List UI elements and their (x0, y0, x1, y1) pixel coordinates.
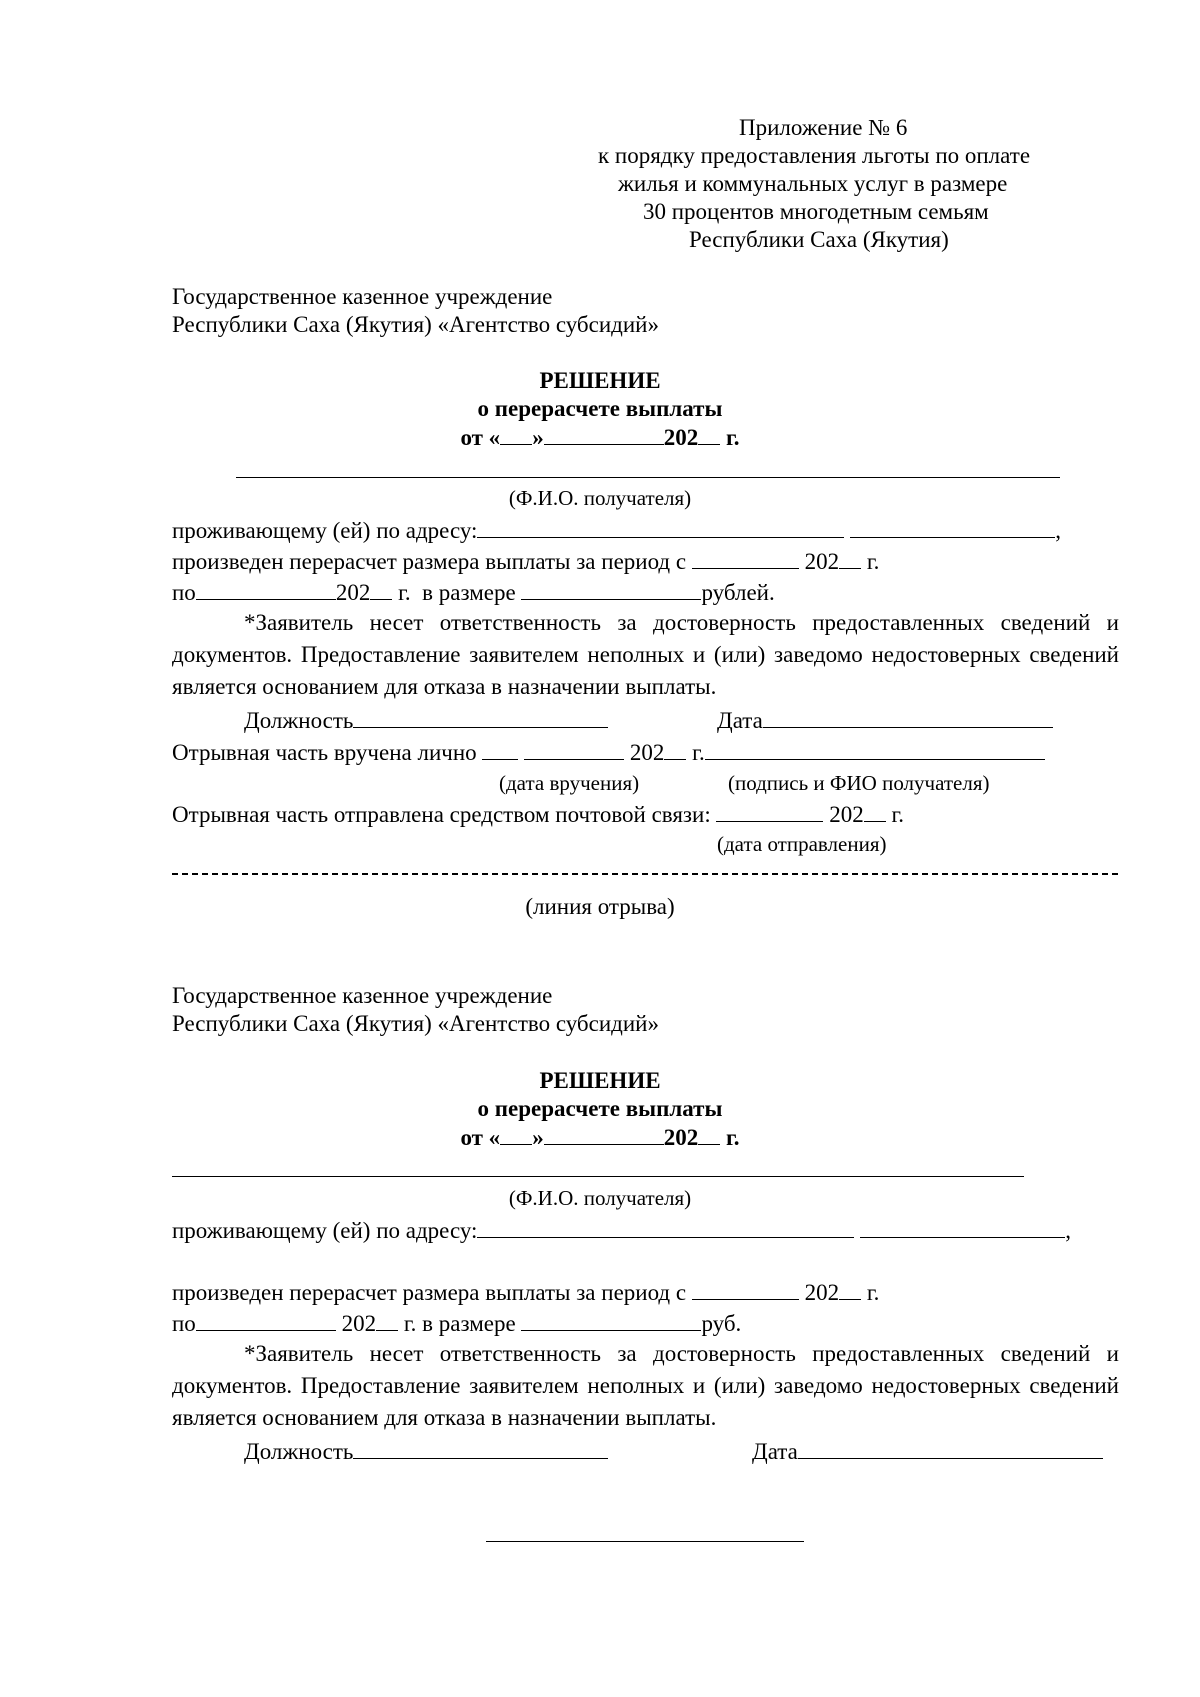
handed-day-blank[interactable] (482, 738, 518, 760)
period-from-blank[interactable] (692, 547, 799, 569)
mailed-date-blank[interactable] (716, 800, 823, 822)
decision-subtitle: о перерасчете выплаты (477, 396, 723, 421)
handed-year-blank[interactable] (664, 738, 686, 760)
period-to-blank-copy[interactable] (196, 1309, 336, 1331)
annex-line-1: к порядку предоставления льготы по оплате (598, 143, 1031, 168)
org-name-line-2-copy: Республики Саха (Якутия) «Агентство субсидий» (172, 1011, 659, 1036)
handed-line: Отрывная часть вручена лично 202 г. (172, 738, 1045, 767)
position-blank-copy[interactable] (353, 1437, 608, 1459)
address-blank-2[interactable] (850, 516, 1055, 538)
amount-blank[interactable] (521, 578, 701, 600)
fio-line-copy[interactable] (172, 1176, 1024, 1177)
date-blank-copy[interactable] (798, 1437, 1103, 1459)
position-label-copy: Должность (244, 1437, 608, 1466)
amount-blank-copy[interactable] (521, 1309, 701, 1331)
year-suffix-blank[interactable] (698, 423, 720, 445)
tear-line-caption: (линия отрыва) (525, 894, 675, 919)
date-label-copy: Дата (752, 1437, 1103, 1466)
day-blank-copy[interactable] (500, 1123, 532, 1145)
fio-caption: (Ф.И.О. получателя) (508, 486, 692, 510)
decision-title: РЕШЕНИЕ (539, 368, 661, 393)
annex-line-4: Республики Саха (Якутия) (689, 227, 949, 252)
address-line-copy: проживающему (ей) по адресу: , (172, 1218, 1071, 1243)
org-name-line-1-copy: Государственное казенное учреждение (172, 983, 553, 1008)
recalc-period-line-copy: произведен перерасчет размера выплаты за период с 202 г. (172, 1280, 880, 1305)
mailed-year-blank[interactable] (864, 800, 886, 822)
closing-signature-line[interactable] (486, 1541, 804, 1542)
period-to-year-blank-copy[interactable] (376, 1309, 398, 1331)
handed-sign-caption: (подпись и ФИО получателя) (728, 771, 990, 795)
date-label: Дата (717, 706, 1053, 735)
handed-month-blank[interactable] (524, 738, 624, 760)
annex-title: Приложение № 6 (739, 115, 908, 140)
position-blank[interactable] (353, 706, 608, 728)
period-to-year-blank[interactable] (370, 578, 392, 600)
address-blank-1[interactable] (477, 516, 844, 538)
org-name-line-2: Республики Саха (Якутия) «Агентство субсидий» (172, 312, 659, 337)
decision-title-copy: РЕШЕНИЕ (539, 1068, 661, 1093)
annex-line-2: жилья и коммунальных услуг в размере (618, 171, 1008, 196)
address-blank-2-copy[interactable] (860, 1216, 1065, 1238)
decision-date-line: от « » 202 г. (460, 425, 740, 450)
recalc-to-line: по 202 г. в размере рублей. (172, 580, 775, 605)
day-blank[interactable] (500, 423, 532, 445)
annex-line-3: 30 процентов многодетным семьям (643, 199, 989, 224)
recalc-period-line: произведен перерасчет размера выплаты за период с 202 г. (172, 549, 880, 574)
decision-date-line-copy: от « » 202 г. (460, 1125, 740, 1150)
responsibility-notice: *Заявитель несет ответственность за достоверность предоставленных сведений и документов. Предоставление заявителем неполных и (или) заведомо недостоверных сведений является основанием для отказа в назначении выплаты. (172, 610, 1119, 699)
period-from-year-blank-copy[interactable] (839, 1278, 861, 1300)
address-line: проживающему (ей) по адресу: , (172, 518, 1061, 543)
address-blank-1-copy[interactable] (477, 1216, 854, 1238)
fio-line[interactable] (236, 477, 1060, 478)
date-blank[interactable] (763, 706, 1053, 728)
mailed-date-caption: (дата отправления) (717, 832, 887, 856)
responsibility-notice-copy: *Заявитель несет ответственность за достоверность предоставленных сведений и документов. Предоставление заявителем неполных и (или) заведомо недостоверных сведений является основанием для отказа в назначении выплаты. (172, 1341, 1119, 1430)
month-blank-copy[interactable] (544, 1123, 664, 1145)
period-from-year-blank[interactable] (839, 547, 861, 569)
decision-subtitle-copy: о перерасчете выплаты (477, 1096, 723, 1121)
recipient-signature-blank[interactable] (705, 738, 1045, 760)
fio-caption-copy: (Ф.И.О. получателя) (508, 1186, 692, 1210)
position-label: Должность (244, 706, 608, 735)
month-blank[interactable] (544, 423, 664, 445)
year-suffix-blank-copy[interactable] (698, 1123, 720, 1145)
tear-line (172, 873, 1118, 875)
period-from-blank-copy[interactable] (692, 1278, 799, 1300)
handed-date-caption: (дата вручения) (499, 771, 640, 795)
recalc-to-line-copy: по 202 г. в размере руб. (172, 1311, 742, 1336)
org-name-line-1: Государственное казенное учреждение (172, 284, 553, 309)
period-to-blank[interactable] (196, 578, 336, 600)
mailed-line: Отрывная часть отправлена средством почтовой связи: 202 г. (172, 802, 905, 827)
